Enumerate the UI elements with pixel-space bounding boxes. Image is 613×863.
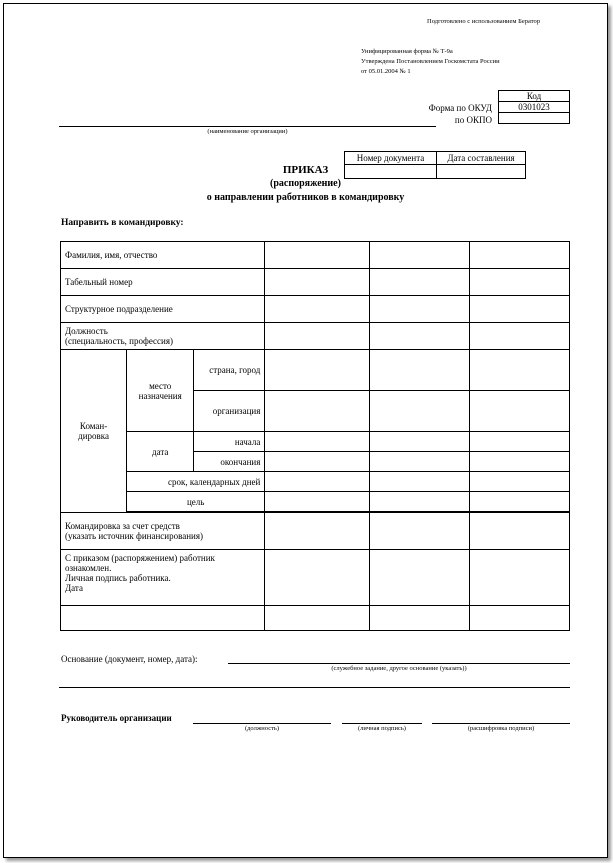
funding-line-1: Командировка за счет средств	[65, 521, 180, 531]
table-row	[61, 269, 570, 296]
okpo-value	[499, 113, 570, 124]
document-page	[3, 3, 608, 858]
row-fio-label: Фамилия, имя, отчество	[61, 242, 265, 269]
cell-input	[469, 513, 569, 550]
okpo-label: по ОКПО	[454, 115, 492, 125]
table-row	[61, 242, 570, 269]
cell-input	[369, 269, 469, 296]
main-table	[60, 241, 570, 631]
form-info-line-2: Утверждена Постановлением Госкомстата России	[361, 58, 500, 65]
date-label: дата	[127, 432, 194, 472]
organization-caption: (наименование организации)	[207, 128, 288, 135]
cell-input	[469, 242, 569, 269]
basis-line-2	[59, 687, 570, 688]
cell-input	[265, 550, 369, 606]
cell-input	[265, 350, 369, 391]
place-line-2: назначения	[138, 390, 182, 401]
decode-caption: (расшифровка подписи)	[467, 725, 535, 732]
cell-input	[469, 550, 569, 606]
cell-input	[369, 452, 469, 472]
decode-line	[432, 723, 570, 724]
row-position-label	[61, 323, 265, 350]
cell-input	[469, 606, 569, 631]
basis-caption: (служебное задание, другое основание (указать))	[331, 665, 467, 672]
cell-input	[265, 269, 369, 296]
signature-caption: (личная подпись)	[358, 725, 406, 732]
ack-label	[61, 550, 265, 606]
cell-input	[469, 492, 569, 512]
cell-input	[469, 296, 569, 323]
end-label: окончания	[194, 452, 265, 472]
cell-input	[265, 323, 369, 350]
table-row	[61, 296, 570, 323]
cell-input	[369, 323, 469, 350]
cell-input	[469, 432, 569, 452]
cell-input	[469, 323, 569, 350]
position-line-1: Должность	[65, 326, 108, 336]
cell-input	[369, 550, 469, 606]
cell-input	[469, 452, 569, 472]
form-info-line-3: от 05.01.2004 № 1	[361, 68, 411, 75]
start-label: начала	[194, 432, 265, 452]
cell-input	[265, 242, 369, 269]
cell-input	[265, 296, 369, 323]
cell-input	[369, 606, 469, 631]
cell-input	[265, 391, 369, 432]
doc-purpose: о направлении работников в командировку	[206, 192, 405, 203]
basis-label: Основание (документ, номер, дата):	[61, 654, 198, 664]
signature-label: Руководитель организации	[61, 713, 172, 723]
position-caption: (должность)	[244, 725, 280, 732]
trip-line-2: дировка	[78, 431, 109, 441]
cell-input	[369, 472, 469, 492]
ack-line-3: Личная подпись работника.	[65, 573, 171, 583]
table-row	[61, 550, 570, 606]
row-dept-label: Структурное подразделение	[61, 296, 265, 323]
cell-input	[265, 452, 369, 472]
position-line	[193, 723, 331, 724]
cell-input	[369, 513, 469, 550]
codes-header: Код	[499, 91, 570, 102]
cell-input	[369, 432, 469, 452]
cell-input	[469, 472, 569, 492]
position-line-2: (специальность, профессия)	[65, 336, 173, 346]
cell-input	[369, 391, 469, 432]
funding-line-2: (указать источник финансирования)	[65, 531, 203, 541]
table-row	[61, 492, 570, 512]
organization-name-line	[59, 126, 436, 127]
table-row	[61, 513, 570, 550]
cell-input	[265, 492, 369, 512]
table-row	[61, 323, 570, 350]
funding-label	[61, 513, 265, 550]
basis-line	[228, 663, 570, 664]
empty-cell	[61, 606, 265, 631]
country-city-label: страна, город	[194, 350, 265, 391]
prepared-note: Подготовлено с использованием Бератор	[427, 18, 540, 25]
cell-input	[369, 492, 469, 512]
duration-label: срок, календарных дней	[127, 472, 265, 492]
ack-line-1: С приказом (распоряжением) работник	[65, 553, 215, 563]
cell-input	[369, 350, 469, 391]
purpose-label: цель	[127, 492, 265, 512]
docnum-date-header: Дата составления	[437, 152, 526, 165]
cell-input	[469, 391, 569, 432]
table-row	[61, 350, 570, 391]
form-info-line-1: Унифицированная форма № Т-9а	[361, 48, 453, 55]
organization-label: организация	[194, 391, 265, 432]
ack-line-2: ознакомлен.	[65, 563, 112, 573]
cell-input	[265, 606, 369, 631]
cell-input	[369, 296, 469, 323]
place-line-1: место	[149, 380, 172, 391]
table-row	[61, 432, 570, 452]
docnum-number-header: Номер документа	[345, 152, 437, 165]
personal-signature-line	[342, 723, 422, 724]
cell-input	[369, 242, 469, 269]
okud-label: Форма по ОКУД	[428, 103, 492, 113]
trip-label	[61, 350, 127, 513]
cell-input	[265, 432, 369, 452]
table-row	[61, 606, 570, 631]
codes-table	[498, 90, 570, 124]
ack-line-4: Дата	[65, 583, 83, 593]
row-tab-num-label: Табельный номер	[61, 269, 265, 296]
cell-input	[469, 350, 569, 391]
doc-title: ПРИКАЗ	[282, 164, 329, 176]
section-label: Направить в командировку:	[61, 218, 184, 228]
table-row	[61, 472, 570, 492]
doc-subtitle: (распоряжение)	[270, 178, 341, 189]
cell-input	[469, 269, 569, 296]
place-label	[127, 350, 194, 432]
okud-value: 0301023	[499, 102, 570, 113]
trip-line-1: Коман-	[79, 421, 108, 431]
cell-input	[265, 513, 369, 550]
cell-input	[265, 472, 369, 492]
